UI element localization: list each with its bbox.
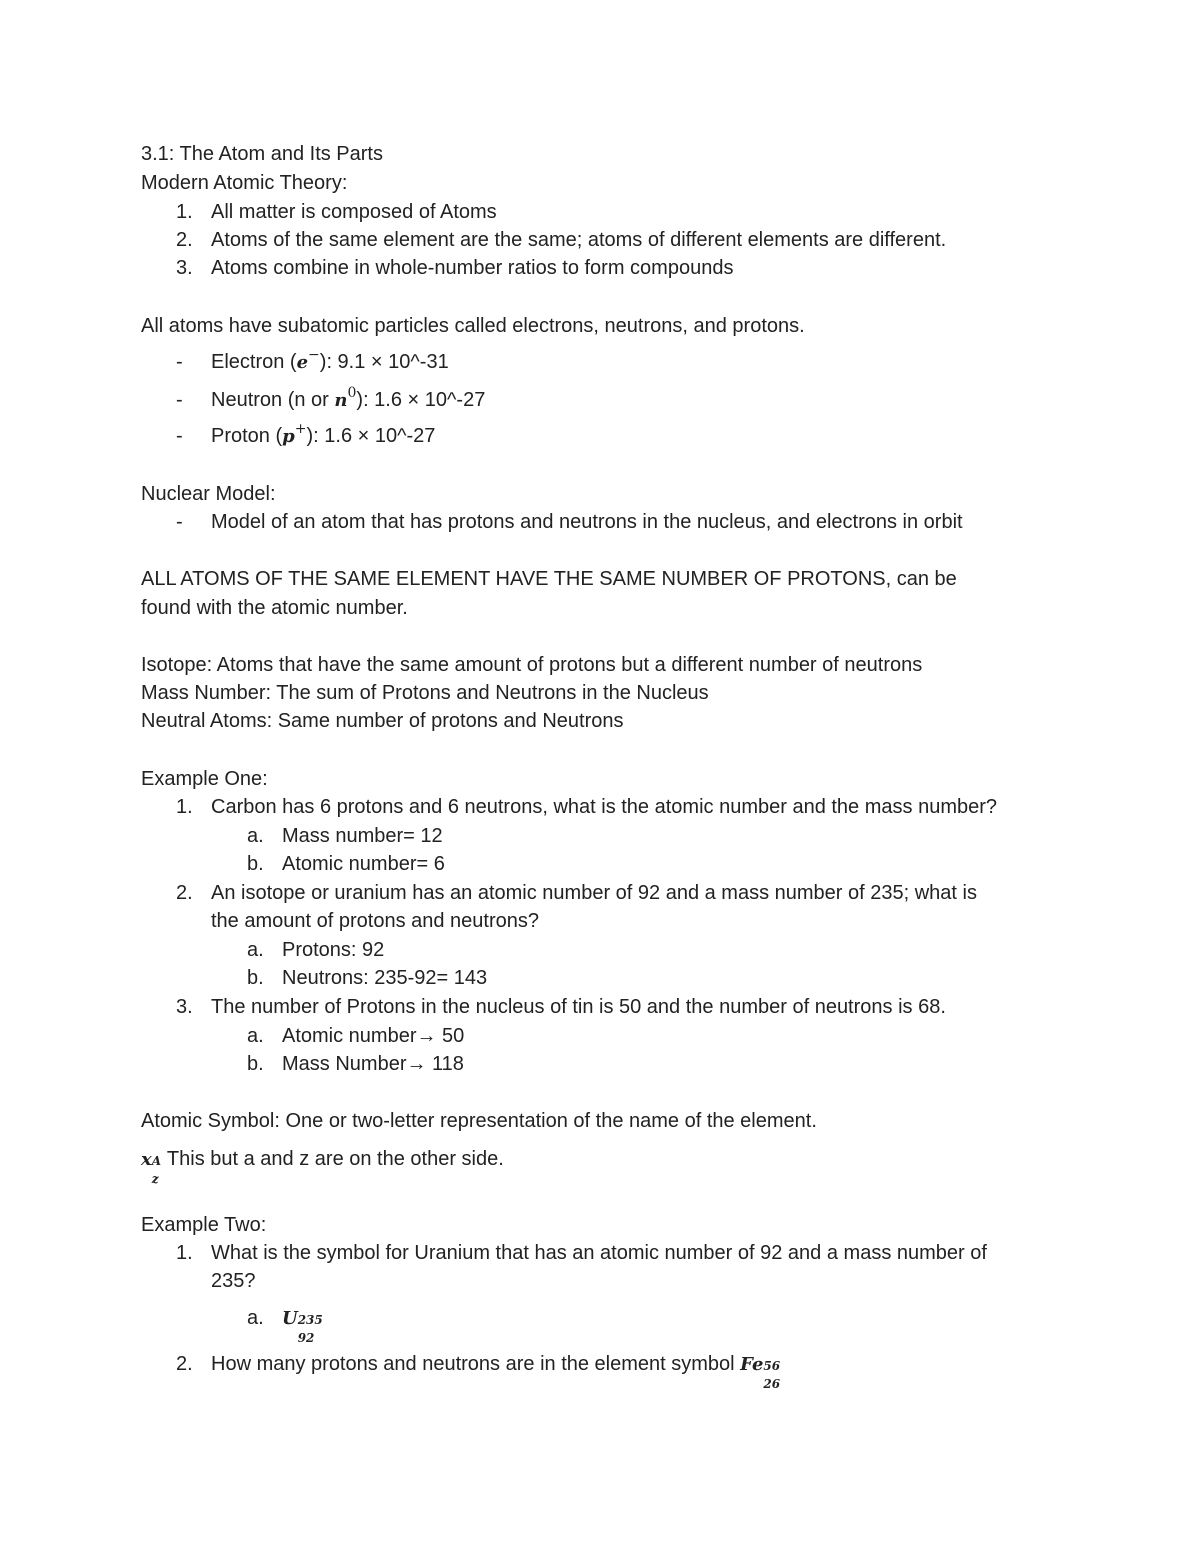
electron-label: Electron ( (211, 351, 297, 373)
neutral-atoms-definition: Neutral Atoms: Same number of protons and Neutrons (141, 710, 624, 732)
list-item: All matter is composed of Atoms (211, 201, 497, 223)
bullet-dash: - (176, 351, 183, 373)
list-number: 1. (176, 796, 193, 818)
answer-text: Mass number= 12 (282, 825, 443, 847)
nuclear-heading: Nuclear Model: (141, 483, 276, 505)
nuclear-text: Model of an atom that has protons and neutrons in the nucleus, and electrons in orbit (211, 511, 963, 533)
neutron-symbol: n (334, 390, 348, 411)
modern-theory-heading: Modern Atomic Theory: (141, 172, 348, 194)
uranium-symbol (282, 1306, 323, 1345)
electron-mass: ): 9.1 × 10^-31 (319, 351, 449, 373)
isotope-definition: Isotope: Atoms that have the same amount of protons but a different number of neutrons (141, 654, 923, 676)
atomic-symbol-note: This but a and z are on the other side. (161, 1148, 504, 1170)
page-title: 3.1: The Atom and Its Parts (141, 143, 383, 165)
list-number: 3. (176, 257, 193, 279)
example-one-heading: Example One: (141, 768, 268, 790)
sub-letter: a. (247, 1307, 264, 1329)
question-text: What is the symbol for Uranium that has an atomic number of 92 and a mass number of (211, 1242, 987, 1264)
atomic-symbol-definition: Atomic Symbol: One or two-letter representation of the name of the element. (141, 1110, 817, 1132)
list-item: Atoms of the same element are the same; atoms of different elements are different. (211, 229, 947, 251)
proton-mass: ): 1.6 × 10^-27 (306, 425, 436, 447)
sub-letter: a. (247, 1025, 264, 1047)
answer-text: Neutrons: 235-92= 143 (282, 967, 488, 989)
proton-charge: + (294, 421, 307, 437)
list-number: 1. (176, 1242, 193, 1264)
list-number: 3. (176, 996, 193, 1018)
answer-text: Protons: 92 (282, 939, 385, 961)
answer-text: Atomic number= 6 (282, 853, 445, 875)
list-number: 1. (176, 201, 193, 223)
list-number: 2. (176, 1353, 193, 1375)
proton-label: Proton ( (211, 425, 283, 447)
question-text: 235? (211, 1270, 256, 1292)
proton-line (211, 421, 436, 450)
mass-index: 235 (297, 1313, 323, 1327)
subatomic-intro: All atoms have subatomic particles called electrons, neutrons, and protons. (141, 315, 805, 337)
sub-letter: a. (247, 825, 264, 847)
atomic-index: 26 (763, 1377, 781, 1391)
answer-text: Atomic number→ 50 (282, 1025, 465, 1047)
proton-symbol: p (282, 426, 295, 447)
atomic-symbol-example (141, 1147, 504, 1186)
bullet-dash: - (176, 511, 183, 533)
list-number: 2. (176, 882, 193, 904)
element-symbol: Fe (740, 1354, 764, 1375)
sub-letter: b. (247, 1053, 264, 1075)
list-number: 2. (176, 229, 193, 251)
sub-letter: b. (247, 853, 264, 875)
question-text: The number of Protons in the nucleus of tin is 50 and the number of neutrons is 68. (211, 996, 946, 1018)
question-text: Carbon has 6 protons and 6 neutrons, what is the atomic number and the mass number? (211, 796, 998, 818)
list-item: Atoms combine in whole-number ratios to form compounds (211, 257, 734, 279)
all-atoms-line1: ALL ATOMS OF THE SAME ELEMENT HAVE THE SAME NUMBER OF PROTONS, can be (141, 568, 957, 590)
sub-letter: b. (247, 967, 264, 989)
neutron-line (211, 385, 486, 414)
question-text (211, 1352, 783, 1391)
question-label: How many protons and neutrons are in the element symbol (211, 1353, 741, 1375)
electron-symbol: e (296, 352, 309, 373)
generic-symbol: x (141, 1149, 152, 1170)
bullet-dash: - (176, 389, 183, 411)
neutron-mass: ): 1.6 × 10^-27 (356, 389, 486, 411)
all-atoms-line2: found with the atomic number. (141, 597, 408, 619)
bullet-dash: - (176, 425, 183, 447)
question-text: An isotope or uranium has an atomic number of 92 and a mass number of 235; what is (211, 882, 977, 904)
answer-text: Mass Number→ 118 (282, 1053, 464, 1075)
electron-charge: − (308, 347, 320, 363)
atomic-index: z (151, 1172, 159, 1186)
atomic-index: 92 (297, 1331, 315, 1345)
sub-letter: a. (247, 939, 264, 961)
mass-index: A (151, 1154, 162, 1168)
example-two-heading: Example Two: (141, 1214, 267, 1236)
element-symbol: U (282, 1308, 298, 1329)
electron-line (211, 347, 449, 376)
neutron-label: Neutron (n or (211, 389, 335, 411)
question-text: the amount of protons and neutrons? (211, 910, 540, 932)
mass-index: 56 (763, 1359, 781, 1373)
neutron-charge: 0 (347, 385, 357, 401)
mass-number-definition: Mass Number: The sum of Protons and Neutrons in the Nucleus (141, 682, 709, 704)
